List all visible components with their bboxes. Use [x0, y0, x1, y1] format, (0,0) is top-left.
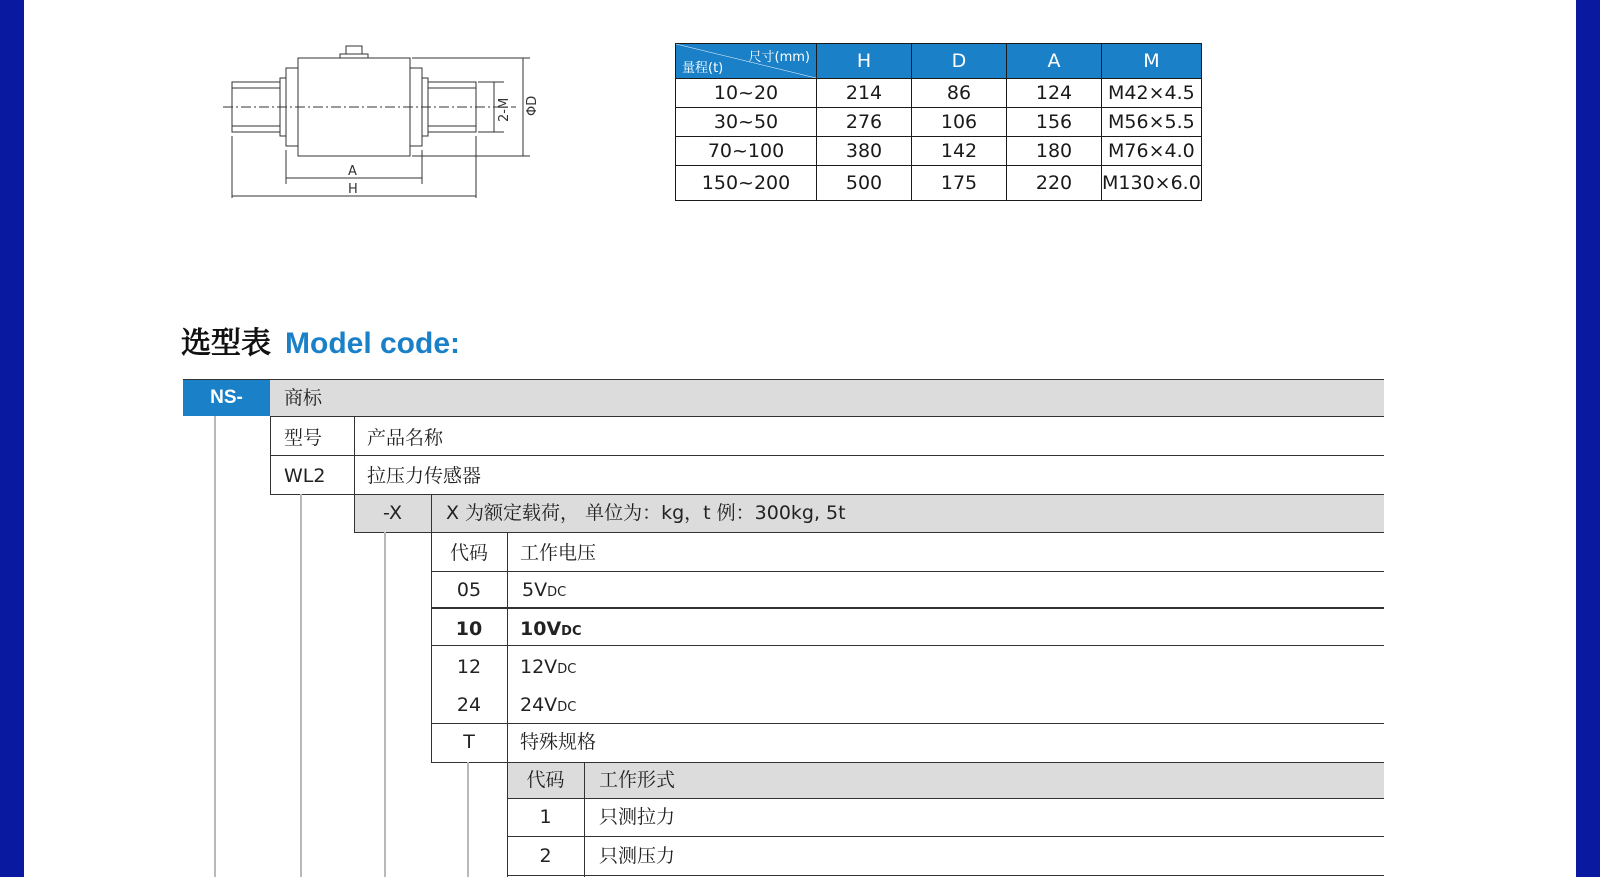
m-cell: M76×4.0	[1102, 137, 1202, 166]
column-header-h: H	[817, 44, 912, 79]
a-cell: 220	[1007, 166, 1102, 201]
mode-desc: 只测拉力	[599, 806, 676, 828]
voltage-code: 10	[455, 618, 483, 640]
column-header-a: A	[1007, 44, 1102, 79]
load-code: -X	[383, 502, 402, 524]
mode-code: 1	[539, 806, 552, 828]
sensor-drawing	[218, 38, 538, 208]
section-title-en: Model code:	[285, 327, 461, 360]
dim-d-label: ΦD	[525, 95, 540, 116]
table-row	[676, 137, 1202, 166]
a-cell: 124	[1007, 79, 1102, 108]
mode-desc-header: 工作形式	[599, 769, 676, 791]
dim-h-label: H	[348, 182, 358, 197]
d-cell: 86	[912, 79, 1007, 108]
model-name-header: 产品名称	[367, 427, 444, 449]
load-description: X 为额定载荷， 单位为：kg，t 例：300kg, 5t	[446, 502, 846, 524]
model-header: 型号	[284, 427, 323, 449]
h-cell: 500	[817, 166, 912, 201]
a-cell: 156	[1007, 108, 1102, 137]
dim-m-label: 2-M	[497, 97, 512, 122]
h-cell: 214	[817, 79, 912, 108]
dimension-table-header	[676, 44, 1202, 79]
range-cell: 30~50	[676, 108, 817, 137]
range-cell: 150~200	[676, 166, 817, 201]
connector-line	[214, 416, 216, 877]
column-header-m: M	[1102, 44, 1202, 79]
dim-a-label: A	[348, 164, 357, 179]
voltage-value: 12VDC	[520, 656, 577, 678]
voltage-value: 10VDC	[520, 618, 582, 640]
connector-line	[384, 532, 386, 877]
h-cell: 276	[817, 108, 912, 137]
section-heading	[181, 318, 460, 362]
mode-code: 2	[539, 845, 552, 867]
special-desc: 特殊规格	[520, 731, 597, 753]
mode-code-header: 代码	[526, 769, 565, 791]
header-range-label: 量程(t)	[682, 61, 724, 76]
connector-line	[467, 762, 469, 877]
h-cell: 380	[817, 137, 912, 166]
voltage-code: 12	[456, 656, 482, 678]
left-border-bar	[0, 0, 24, 877]
brand-row-bg	[270, 379, 1384, 416]
brand-label: 商标	[284, 387, 323, 409]
m-cell: M130×6.0	[1102, 166, 1202, 201]
m-cell: M56×5.5	[1102, 108, 1202, 137]
special-code: T	[463, 731, 475, 753]
column-header-d: D	[912, 44, 1007, 79]
dimension-table	[675, 43, 1202, 201]
voltage-code: 05	[456, 579, 482, 601]
mode-desc: 只测压力	[599, 845, 676, 867]
voltage-code-header: 代码	[449, 542, 488, 564]
d-cell: 175	[912, 166, 1007, 201]
connector-line	[300, 494, 302, 877]
section-title-cn: 选型表	[181, 326, 271, 361]
right-border-bar	[1576, 0, 1600, 877]
diagonal-header-cell	[676, 44, 817, 79]
header-size-label: 尺寸(mm)	[748, 50, 810, 65]
range-cell: 10~20	[676, 79, 817, 108]
voltage-desc-header: 工作电压	[520, 542, 597, 564]
table-row	[676, 166, 1202, 201]
model-name-value: 拉压力传感器	[367, 465, 482, 487]
table-row	[676, 79, 1202, 108]
a-cell: 180	[1007, 137, 1102, 166]
model-value: WL2	[284, 465, 326, 487]
voltage-code: 24	[456, 694, 482, 716]
brand-code-badge: NS-	[183, 379, 270, 416]
table-row	[676, 108, 1202, 137]
voltage-value: 24VDC	[520, 694, 577, 716]
voltage-value: 5VDC	[522, 579, 567, 601]
d-cell: 142	[912, 137, 1007, 166]
range-cell: 70~100	[676, 137, 817, 166]
d-cell: 106	[912, 108, 1007, 137]
m-cell: M42×4.5	[1102, 79, 1202, 108]
